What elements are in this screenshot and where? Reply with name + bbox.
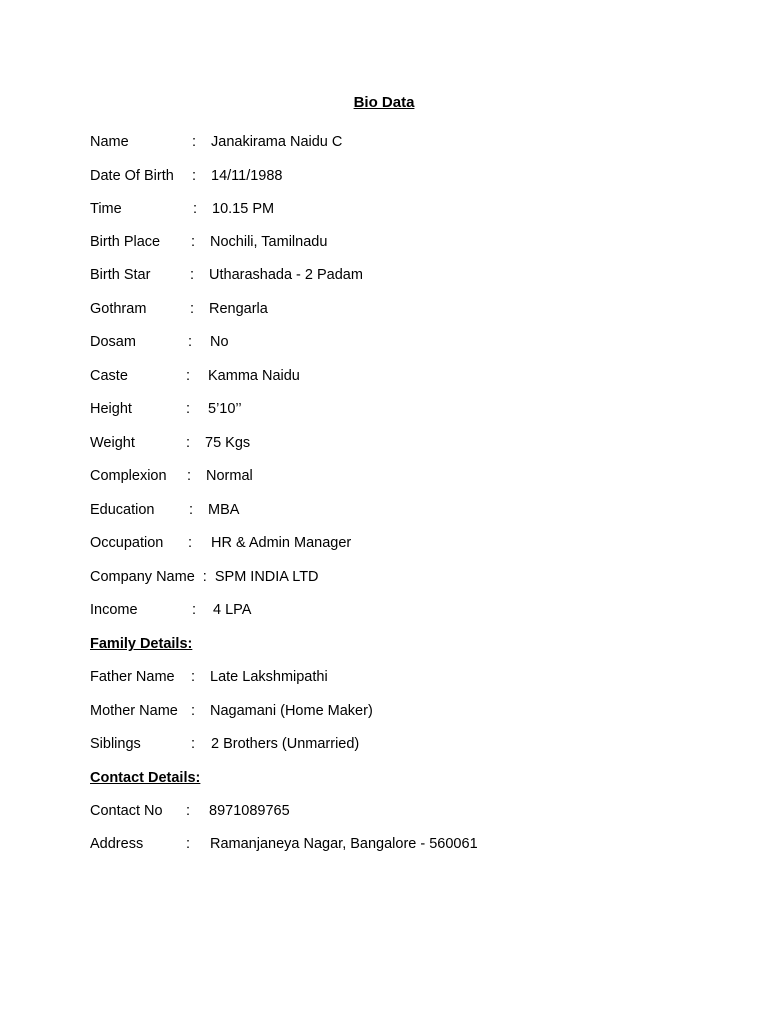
field-value: Kamma Naidu [208,368,300,384]
field-separator: : [191,703,196,719]
document-title: Bio Data [353,94,415,111]
field-label: Income [90,602,138,618]
field-value: Ramanjaneya Nagar, Bangalore - 560061 [210,836,478,852]
field-label: Company Name [90,569,195,585]
field-separator: : [192,602,197,618]
field-separator: : [191,736,196,752]
field-value: 8971089765 [209,803,290,819]
field-separator: : [186,836,191,852]
field-separator: : [192,134,197,150]
field-label: Caste [90,368,128,384]
field-separator: : [190,301,195,317]
field-value: 10.15 PM [212,201,275,217]
field-value: Nochili, Tamilnadu [210,234,328,250]
field-label: Height [90,401,132,417]
field-separator: : [189,502,194,518]
field-label: Gothram [90,301,147,317]
contact-details-heading: Contact Details: [90,770,201,786]
field-separator: : [191,669,196,685]
field-label: Siblings [90,736,141,752]
field-label: Occupation [90,535,164,551]
field-value: HR & Admin Manager [211,535,352,551]
field-company-name [90,568,319,586]
field-value: MBA [208,502,240,518]
field-value: Rengarla [209,301,268,317]
field-value: Utharashada - 2 Padam [209,267,363,283]
field-label: Birth Star [90,267,151,283]
field-separator: : [188,535,193,551]
field-label: Complexion [90,468,167,484]
field-label: Dosam [90,334,136,350]
field-separator: : [190,267,195,283]
field-value: 4 LPA [213,602,252,618]
field-label: Name [90,134,129,150]
field-label: Contact No [90,803,163,819]
field-separator: : [186,368,191,384]
field-separator: : [192,168,197,184]
field-label: Date Of Birth [90,168,174,184]
field-label: Mother Name [90,703,178,719]
field-value: 5’10’’ [208,401,242,417]
field-separator: : [188,334,193,350]
field-separator: : [202,569,207,585]
field-value: Janakirama Naidu C [211,134,343,150]
field-value: Late Lakshmipathi [210,669,328,685]
field-separator: : [186,401,191,417]
field-value: 75 Kgs [205,435,251,451]
field-label: Weight [90,435,135,451]
field-value: No [210,334,229,350]
field-label: Birth Place [90,234,161,250]
field-separator: : [193,201,198,217]
field-separator: : [191,234,196,250]
field-value: 14/11/1988 [211,168,283,184]
field-label: Time [90,201,122,217]
field-label: Father Name [90,669,175,685]
field-separator: : [186,435,191,451]
field-separator: : [186,803,191,819]
field-label: Education [90,502,155,518]
field-value: Nagamani (Home Maker) [210,703,373,719]
family-details-heading: Family Details: [90,636,193,652]
field-value: Normal [206,468,253,484]
field-separator: : [187,468,192,484]
field-value: SPM INDIA LTD [214,569,319,585]
field-value: 2 Brothers (Unmarried) [211,736,360,752]
field-label: Address [90,836,144,852]
